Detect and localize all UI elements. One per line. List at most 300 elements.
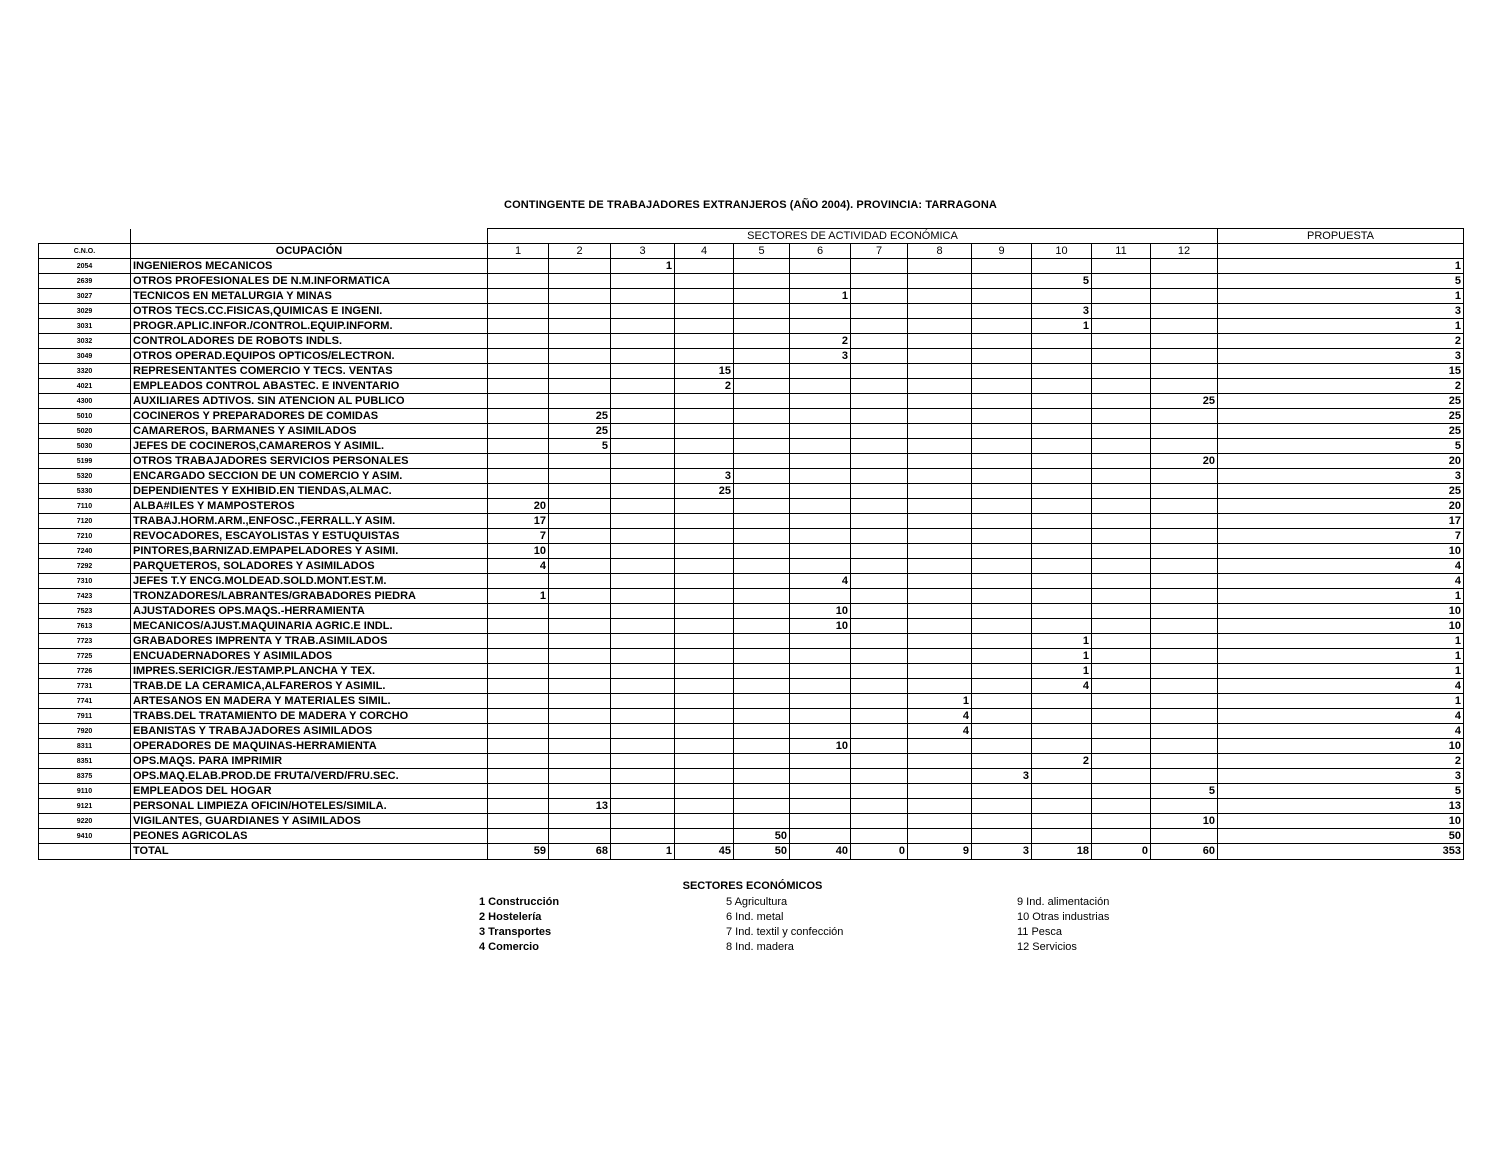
sector-value-cell	[549, 529, 611, 544]
sector-value-cell	[972, 304, 1032, 319]
sector-value-cell	[790, 649, 851, 664]
proposal-value-cell: 1	[1218, 649, 1464, 664]
sector-value-cell	[549, 754, 611, 769]
sector-value-cell	[1032, 784, 1092, 799]
sector-value-cell	[1032, 454, 1092, 469]
sector-value-cell	[488, 439, 549, 454]
sector-value-cell	[675, 694, 734, 709]
cno-code: 7240	[39, 544, 131, 559]
sector-value-cell	[611, 754, 675, 769]
legend-item: 6 Ind. metal	[726, 911, 784, 923]
sector-value-cell	[1092, 484, 1151, 499]
sector-value-cell	[1032, 529, 1092, 544]
sector-value-cell	[1092, 724, 1151, 739]
sector-value-cell	[675, 829, 734, 844]
sector-value-cell	[488, 739, 549, 754]
sector-value-cell	[908, 304, 972, 319]
sector-value-cell: 2	[1032, 754, 1092, 769]
sector-value-cell	[734, 784, 790, 799]
proposal-subheader-blank	[1218, 244, 1464, 259]
sector-value-cell	[790, 274, 851, 289]
table-row	[39, 619, 1464, 634]
cno-code: 3029	[39, 304, 131, 319]
sector-value-cell	[488, 424, 549, 439]
cno-code: 7723	[39, 634, 131, 649]
sector-value-cell	[908, 274, 972, 289]
sector-total-cell: 9	[908, 844, 972, 860]
sector-value-cell	[1151, 259, 1218, 274]
legend-title: SECTORES ECONÓMICOS	[682, 880, 823, 892]
sector-value-cell	[1151, 289, 1218, 304]
sector-value-cell	[675, 574, 734, 589]
sector-value-cell	[488, 394, 549, 409]
sector-value-cell	[972, 814, 1032, 829]
cno-code: 7110	[39, 499, 131, 514]
proposal-value-cell: 4	[1218, 709, 1464, 724]
sector-value-cell	[1151, 379, 1218, 394]
sector-value-cell	[549, 334, 611, 349]
sector-value-cell	[851, 499, 908, 514]
legend-item: 5 Agricultura	[726, 896, 788, 908]
cno-code: 7210	[39, 529, 131, 544]
cno-code: 4300	[39, 394, 131, 409]
table-row	[39, 379, 1464, 394]
proposal-value-cell: 10	[1218, 739, 1464, 754]
cno-code: 9410	[39, 829, 131, 844]
sector-value-cell	[1032, 259, 1092, 274]
table-row	[39, 589, 1464, 604]
sector-value-cell	[908, 289, 972, 304]
sector-value-cell	[851, 559, 908, 574]
sector-value-cell	[675, 304, 734, 319]
sector-total-cell: 3	[972, 844, 1032, 860]
proposal-value-cell: 25	[1218, 409, 1464, 424]
sector-value-cell	[908, 349, 972, 364]
proposal-value-cell: 25	[1218, 394, 1464, 409]
sector-value-cell	[851, 529, 908, 544]
sector-value-cell: 10	[1151, 814, 1218, 829]
sector-value-cell	[734, 454, 790, 469]
proposal-value-cell: 10	[1218, 814, 1464, 829]
sector-value-cell	[1151, 424, 1218, 439]
sector-number-header: 5	[734, 244, 790, 259]
legend-item: 1 Construcción	[479, 896, 560, 908]
sector-value-cell	[549, 364, 611, 379]
sector-value-cell	[972, 514, 1032, 529]
sector-value-cell	[611, 544, 675, 559]
sector-value-cell	[1151, 529, 1218, 544]
cno-code: 5010	[39, 409, 131, 424]
sector-value-cell	[851, 334, 908, 349]
sector-value-cell	[734, 349, 790, 364]
sector-value-cell	[851, 304, 908, 319]
sector-value-cell	[611, 559, 675, 574]
legend-item: 8 Ind. madera	[726, 941, 794, 953]
sector-value-cell	[549, 649, 611, 664]
table-row	[39, 649, 1464, 664]
sector-value-cell	[1151, 349, 1218, 364]
sector-value-cell: 2	[790, 334, 851, 349]
sector-value-cell	[908, 394, 972, 409]
sector-value-cell	[851, 439, 908, 454]
table-row	[39, 739, 1464, 754]
sector-value-cell	[734, 529, 790, 544]
sector-value-cell	[851, 574, 908, 589]
sector-value-cell	[734, 574, 790, 589]
sector-value-cell	[908, 544, 972, 559]
sector-value-cell	[611, 379, 675, 394]
sector-value-cell	[790, 559, 851, 574]
sector-value-cell	[734, 814, 790, 829]
sector-value-cell	[972, 259, 1032, 274]
occupation-name: ALBA#ILES Y MAMPOSTEROS	[131, 499, 488, 514]
occupation-name: OPERADORES DE MAQUINAS-HERRAMIENTA	[131, 739, 488, 754]
sector-value-cell	[790, 259, 851, 274]
sector-value-cell	[734, 649, 790, 664]
sector-value-cell	[488, 259, 549, 274]
sector-value-cell	[549, 724, 611, 739]
sector-value-cell	[611, 739, 675, 754]
sector-value-cell: 1	[908, 694, 972, 709]
sector-value-cell	[611, 304, 675, 319]
sector-value-cell	[851, 364, 908, 379]
sector-value-cell	[972, 439, 1032, 454]
legend-item: 9 Ind. alimentación	[1017, 896, 1110, 908]
sector-value-cell	[851, 754, 908, 769]
sector-value-cell	[972, 724, 1032, 739]
sector-value-cell	[488, 799, 549, 814]
sector-number-header: 8	[908, 244, 972, 259]
sector-value-cell	[611, 364, 675, 379]
sector-value-cell	[851, 424, 908, 439]
sector-value-cell	[1092, 349, 1151, 364]
sector-value-cell	[1032, 589, 1092, 604]
proposal-value-cell: 3	[1218, 304, 1464, 319]
cno-code: 7310	[39, 574, 131, 589]
sector-value-cell	[549, 514, 611, 529]
sector-value-cell	[972, 364, 1032, 379]
sector-value-cell	[1092, 514, 1151, 529]
sector-value-cell	[1092, 679, 1151, 694]
sector-value-cell	[611, 784, 675, 799]
sectors-header: SECTORES DE ACTIVIDAD ECONÓMICA	[488, 229, 1218, 244]
sector-number-header: 11	[1092, 244, 1151, 259]
sector-value-cell	[908, 574, 972, 589]
sector-value-cell	[611, 424, 675, 439]
legend-item: 3 Transportes	[479, 926, 552, 938]
sector-value-cell	[488, 319, 549, 334]
sector-value-cell	[972, 604, 1032, 619]
sector-value-cell	[549, 544, 611, 559]
sector-value-cell	[908, 604, 972, 619]
sector-value-cell: 7	[488, 529, 549, 544]
sector-value-cell	[851, 289, 908, 304]
occupation-name: OTROS TRABAJADORES SERVICIOS PERSONALES	[131, 454, 488, 469]
proposal-header: PROPUESTA	[1218, 229, 1464, 244]
sector-value-cell	[675, 814, 734, 829]
sector-value-cell	[908, 499, 972, 514]
sector-value-cell	[488, 664, 549, 679]
sector-value-cell	[1151, 679, 1218, 694]
sector-value-cell	[1151, 364, 1218, 379]
cno-code: 7613	[39, 619, 131, 634]
legend-column-1	[479, 895, 559, 955]
sector-value-cell	[549, 559, 611, 574]
sector-value-cell	[1092, 799, 1151, 814]
sector-value-cell	[549, 394, 611, 409]
sector-value-cell	[675, 439, 734, 454]
sector-value-cell	[972, 754, 1032, 769]
sector-value-cell	[851, 394, 908, 409]
sector-value-cell	[1151, 409, 1218, 424]
proposal-value-cell: 13	[1218, 799, 1464, 814]
sector-value-cell	[851, 679, 908, 694]
sector-value-cell	[1032, 439, 1092, 454]
sector-value-cell	[790, 544, 851, 559]
cno-code: 7726	[39, 664, 131, 679]
sector-value-cell	[790, 484, 851, 499]
sector-value-cell	[734, 424, 790, 439]
sector-value-cell	[851, 784, 908, 799]
sector-value-cell	[1032, 469, 1092, 484]
sector-value-cell	[1032, 514, 1092, 529]
sector-value-cell	[1032, 499, 1092, 514]
sector-value-cell: 4	[908, 709, 972, 724]
sector-value-cell	[1092, 634, 1151, 649]
sector-value-cell: 3	[790, 349, 851, 364]
sector-value-cell	[908, 334, 972, 349]
table-row	[39, 469, 1464, 484]
sector-value-cell	[611, 649, 675, 664]
sector-value-cell	[908, 814, 972, 829]
sector-value-cell	[734, 289, 790, 304]
occupation-name: GRABADORES IMPRENTA Y TRAB.ASIMILADOS	[131, 634, 488, 649]
cno-code: 5330	[39, 484, 131, 499]
cno-code: 5020	[39, 424, 131, 439]
sector-value-cell	[675, 634, 734, 649]
sector-value-cell	[675, 499, 734, 514]
sector-value-cell: 1	[1032, 664, 1092, 679]
legend-item: 10 Otras industrias	[1017, 911, 1110, 923]
sector-value-cell	[611, 514, 675, 529]
sector-value-cell	[851, 319, 908, 334]
sector-value-cell	[972, 544, 1032, 559]
occupation-name: TECNICOS EN METALURGIA Y MINAS	[131, 289, 488, 304]
cno-code: 5199	[39, 454, 131, 469]
sector-value-cell	[1092, 739, 1151, 754]
sector-value-cell	[972, 349, 1032, 364]
table-row	[39, 799, 1464, 814]
sector-value-cell	[1032, 424, 1092, 439]
occupation-name: ENCUADERNADORES Y ASIMILADOS	[131, 649, 488, 664]
sector-value-cell	[790, 634, 851, 649]
proposal-value-cell: 7	[1218, 529, 1464, 544]
sector-value-cell	[549, 484, 611, 499]
sector-value-cell: 1	[790, 289, 851, 304]
sector-value-cell	[851, 379, 908, 394]
sector-value-cell	[734, 484, 790, 499]
sector-total-cell: 59	[488, 844, 549, 860]
proposal-value-cell: 20	[1218, 499, 1464, 514]
sector-value-cell: 3	[1032, 304, 1092, 319]
occupation-name: JEFES DE COCINEROS,CAMAREROS Y ASIMIL.	[131, 439, 488, 454]
sector-value-cell	[611, 664, 675, 679]
table-row	[39, 709, 1464, 724]
sector-value-cell	[972, 484, 1032, 499]
occupation-name: REPRESENTANTES COMERCIO Y TECS. VENTAS	[131, 364, 488, 379]
table-row	[39, 409, 1464, 424]
sector-value-cell	[1151, 274, 1218, 289]
sector-value-cell	[972, 649, 1032, 664]
sector-value-cell	[1092, 604, 1151, 619]
proposal-value-cell: 15	[1218, 364, 1464, 379]
blank-cell	[39, 229, 131, 244]
proposal-value-cell: 3	[1218, 769, 1464, 784]
sector-value-cell	[851, 259, 908, 274]
cno-code: 3320	[39, 364, 131, 379]
sector-value-cell	[488, 469, 549, 484]
sector-value-cell	[908, 559, 972, 574]
sector-value-cell	[1032, 559, 1092, 574]
sector-value-cell	[851, 589, 908, 604]
sector-value-cell	[790, 304, 851, 319]
legend-item: 4 Comercio	[479, 941, 539, 953]
occupation-name: INGENIEROS MECANICOS	[131, 259, 488, 274]
proposal-value-cell: 1	[1218, 694, 1464, 709]
legend-column-3	[1017, 895, 1109, 955]
sector-value-cell	[851, 664, 908, 679]
sector-value-cell: 10	[488, 544, 549, 559]
occupation-name: EMPLEADOS DEL HOGAR	[131, 784, 488, 799]
sector-value-cell	[851, 709, 908, 724]
sector-value-cell	[851, 694, 908, 709]
sector-total-cell: 18	[1032, 844, 1092, 860]
blank-cell	[131, 229, 488, 244]
legend-item: 2 Hostelería	[479, 911, 542, 923]
sector-value-cell	[488, 409, 549, 424]
occupation-name: CAMAREROS, BARMANES Y ASIMILADOS	[131, 424, 488, 439]
sector-value-cell: 1	[1032, 634, 1092, 649]
sector-value-cell	[1032, 739, 1092, 754]
occupation-name: OTROS PROFESIONALES DE N.M.INFORMATICA	[131, 274, 488, 289]
sector-number-header: 6	[790, 244, 851, 259]
proposal-value-cell: 50	[1218, 829, 1464, 844]
sector-value-cell	[1092, 784, 1151, 799]
table-row	[39, 439, 1464, 454]
sector-value-cell: 50	[734, 829, 790, 844]
sector-number-header: 2	[549, 244, 611, 259]
sector-value-cell	[549, 319, 611, 334]
column-header-row	[39, 244, 1464, 259]
sector-value-cell	[1092, 574, 1151, 589]
sector-value-cell	[1032, 394, 1092, 409]
occupation-name: CONTROLADORES DE ROBOTS INDLS.	[131, 334, 488, 349]
cno-code: 9110	[39, 784, 131, 799]
sector-value-cell	[1032, 334, 1092, 349]
sector-value-cell	[1092, 259, 1151, 274]
sector-value-cell	[972, 664, 1032, 679]
occupation-name: EMPLEADOS CONTROL ABASTEC. E INVENTARIO	[131, 379, 488, 394]
sector-value-cell	[1032, 604, 1092, 619]
sector-value-cell	[734, 259, 790, 274]
occupation-name: COCINEROS Y PREPARADORES DE COMIDAS	[131, 409, 488, 424]
sector-value-cell	[549, 379, 611, 394]
sector-value-cell	[1151, 694, 1218, 709]
occupation-name: OTROS TECS.CC.FISICAS,QUIMICAS E INGENI.	[131, 304, 488, 319]
sector-value-cell: 20	[1151, 454, 1218, 469]
occupation-name: PEONES AGRICOLAS	[131, 829, 488, 844]
sector-value-cell	[908, 664, 972, 679]
sector-value-cell: 1	[1032, 649, 1092, 664]
cno-code: 2054	[39, 259, 131, 274]
sector-value-cell	[972, 334, 1032, 349]
sector-value-cell	[972, 634, 1032, 649]
sector-value-cell	[1092, 589, 1151, 604]
sector-value-cell	[549, 259, 611, 274]
sector-value-cell	[851, 349, 908, 364]
table-row	[39, 484, 1464, 499]
sector-value-cell	[790, 679, 851, 694]
cno-code: 8375	[39, 769, 131, 784]
sector-value-cell	[675, 334, 734, 349]
sector-value-cell	[1032, 349, 1092, 364]
sector-value-cell	[1032, 709, 1092, 724]
cno-code: 2639	[39, 274, 131, 289]
sector-value-cell	[488, 334, 549, 349]
proposal-value-cell: 1	[1218, 259, 1464, 274]
proposal-value-cell: 10	[1218, 604, 1464, 619]
sector-value-cell	[734, 619, 790, 634]
sector-value-cell	[972, 319, 1032, 334]
sector-value-cell	[488, 709, 549, 724]
sector-total-cell: 45	[675, 844, 734, 860]
sector-value-cell	[1092, 394, 1151, 409]
sector-value-cell	[611, 589, 675, 604]
legend-item: 11 Pesca	[1017, 926, 1063, 938]
sector-value-cell	[734, 409, 790, 424]
proposal-value-cell: 20	[1218, 454, 1464, 469]
sector-value-cell	[972, 409, 1032, 424]
sector-value-cell	[549, 769, 611, 784]
sector-value-cell: 17	[488, 514, 549, 529]
sector-value-cell	[488, 604, 549, 619]
sector-value-cell	[972, 739, 1032, 754]
sector-value-cell	[790, 529, 851, 544]
sector-value-cell	[488, 364, 549, 379]
sector-value-cell	[611, 829, 675, 844]
sector-value-cell	[972, 829, 1032, 844]
proposal-value-cell: 1	[1218, 289, 1464, 304]
occupation-name: AJUSTADORES OPS.MAQS.-HERRAMIENTA	[131, 604, 488, 619]
sector-number-header: 1	[488, 244, 549, 259]
sector-value-cell	[908, 634, 972, 649]
sector-value-cell	[675, 274, 734, 289]
sector-value-cell	[488, 454, 549, 469]
sector-value-cell	[488, 289, 549, 304]
sector-value-cell	[675, 409, 734, 424]
proposal-value-cell: 2	[1218, 334, 1464, 349]
cno-code: 7920	[39, 724, 131, 739]
table-row	[39, 724, 1464, 739]
sector-value-cell: 25	[549, 424, 611, 439]
occupation-name: ARTESANOS EN MADERA Y MATERIALES SIMIL.	[131, 694, 488, 709]
sector-value-cell	[1151, 739, 1218, 754]
sector-value-cell	[734, 499, 790, 514]
table-row	[39, 424, 1464, 439]
sector-value-cell	[611, 694, 675, 709]
sector-value-cell: 3	[675, 469, 734, 484]
sector-value-cell: 1	[1032, 319, 1092, 334]
